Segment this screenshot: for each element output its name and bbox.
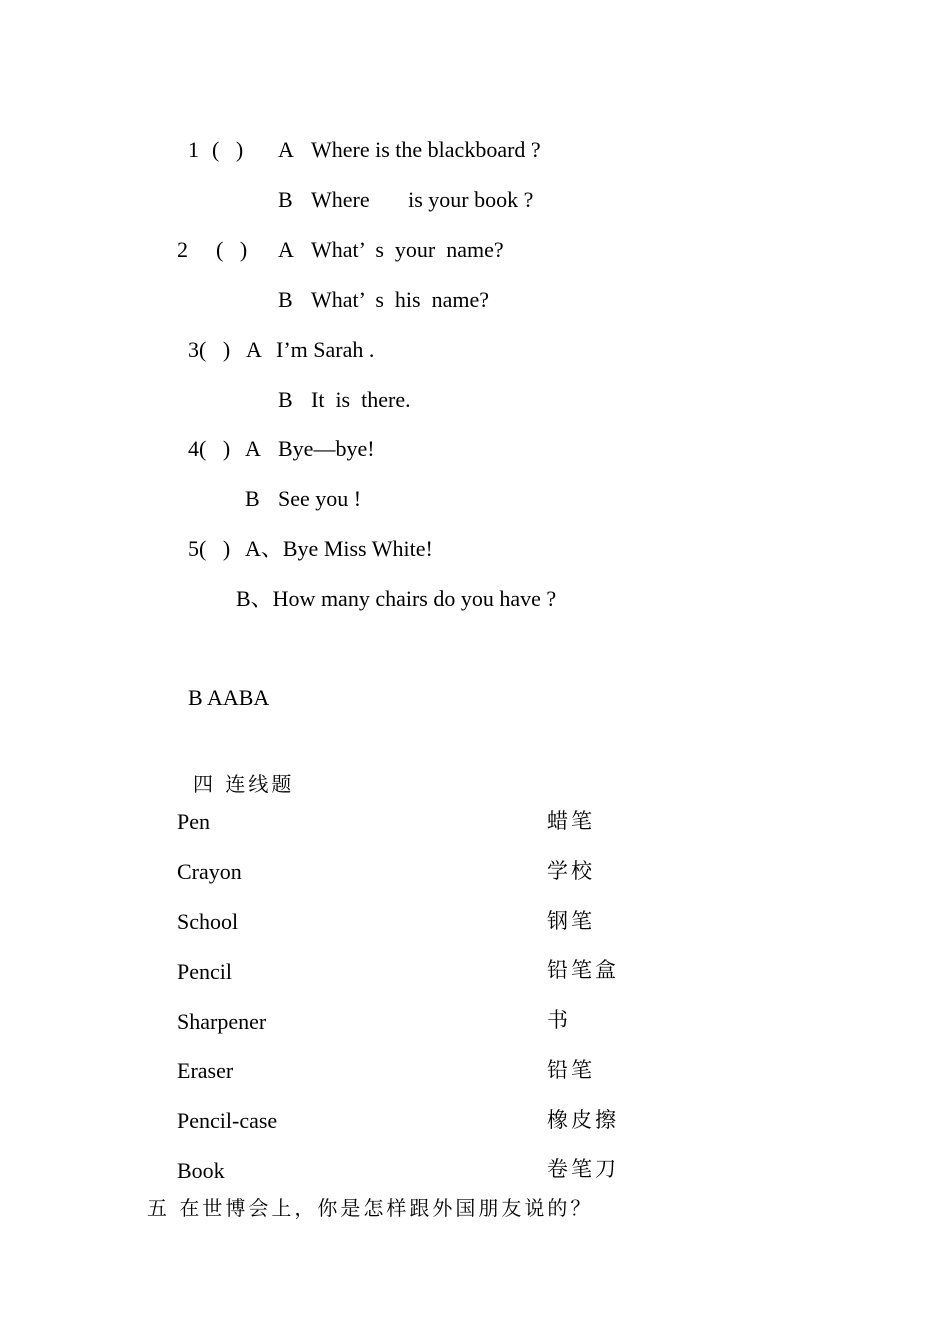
q1-option-b-text: Where is your book ? (311, 187, 534, 212)
q4-number-paren: 4( ) (188, 436, 231, 461)
match-left-item: Pencil-case (177, 1108, 278, 1133)
match-right-item: 铅笔盒 (547, 958, 619, 982)
q1-answer-paren: ( ) (212, 137, 244, 162)
q1-option-a-letter: A (278, 137, 294, 162)
section4-title: 四 连线题 (193, 772, 295, 796)
q2-answer-paren: ( ) (216, 237, 248, 262)
q3-option-b-letter: B (278, 387, 293, 412)
match-right-item: 铅笔 (547, 1058, 595, 1082)
q2-option-b-text: What’ s his name? (311, 287, 489, 312)
q4-option-a-letter: A (245, 436, 261, 461)
match-right-item: 学校 (547, 859, 595, 883)
q4-option-a-text: Bye—bye! (278, 436, 375, 461)
match-right-item: 钢笔 (547, 909, 595, 933)
q3-option-a-letter: A (246, 337, 262, 362)
match-right-item: 卷笔刀 (547, 1157, 619, 1181)
q1-option-b-letter: B (278, 187, 293, 212)
q3-number-paren: 3( ) (188, 337, 231, 362)
answer-key: B AABA (188, 685, 270, 710)
q2-option-b-letter: B (278, 287, 293, 312)
q4-option-b-letter: B (245, 486, 260, 511)
q2-option-a-letter: A (278, 237, 294, 262)
q1-option-a-text: Where is the blackboard ? (311, 137, 541, 162)
q4-option-b-text: See you ! (278, 486, 362, 511)
q5-option-a-text: A、Bye Miss White! (245, 536, 433, 561)
match-right-item: 蜡笔 (547, 809, 595, 833)
match-left-item: Crayon (177, 859, 242, 884)
q3-option-a-text: I’m Sarah . (276, 337, 375, 362)
q2-number: 2 (177, 237, 188, 262)
match-left-item: Pen (177, 809, 210, 834)
q3-option-b-text: It is there. (311, 387, 411, 412)
match-left-item: Book (177, 1158, 225, 1183)
match-left-item: Eraser (177, 1058, 234, 1083)
q1-number: 1 (188, 137, 199, 162)
section5-title: 五 在世博会上，你是怎样跟外国朋友说的？ (147, 1196, 594, 1220)
match-right-item: 橡皮擦 (547, 1108, 619, 1132)
q2-option-a-text: What’ s your name? (311, 237, 504, 262)
match-left-item: Sharpener (177, 1009, 267, 1034)
q5-option-b-text: B、How many chairs do you have ? (236, 586, 557, 611)
match-left-item: Pencil (177, 959, 232, 984)
match-left-item: School (177, 909, 239, 934)
match-right-item: 书 (547, 1008, 571, 1032)
q5-number-paren: 5( ) (188, 536, 231, 561)
